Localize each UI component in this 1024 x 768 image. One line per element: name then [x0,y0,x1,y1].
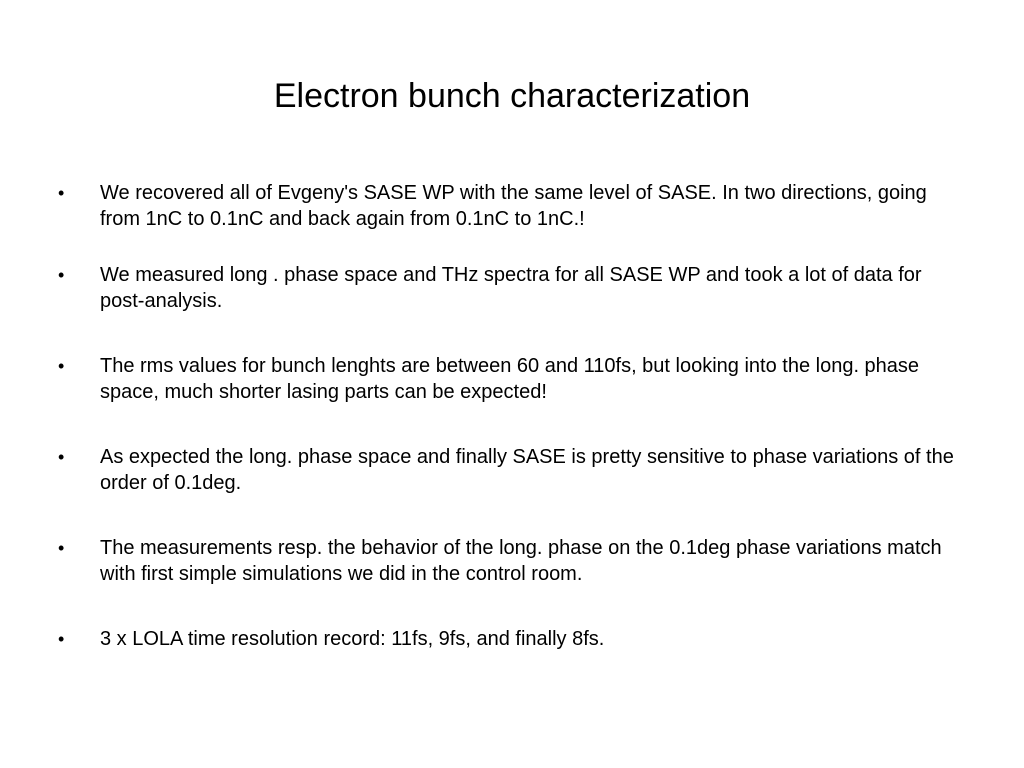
bullet-icon: • [58,629,65,649]
bullet-item [58,444,968,496]
bullet-icon: • [58,183,65,203]
bullet-item [58,180,968,232]
bullet-icon: • [58,265,65,285]
bullet-text: 3 x LOLA time resolution record: 11fs, 9fs, and finally 8fs. [100,628,605,650]
bullet-item [58,626,968,652]
bullet-list [58,180,968,691]
bullet-item [58,535,968,587]
bullet-item [58,353,968,405]
bullet-text: The measurements resp. the behavior of the long. phase on the 0.1deg phase variations match with first simple simulations we did in the control room. [100,537,942,585]
bullet-text: We measured long . phase space and THz spectra for all SASE WP and took a lot of data for post-analysis. [100,264,922,312]
bullet-text: As expected the long. phase space and finally SASE is pretty sensitive to phase variations of the order of 0.1deg. [100,446,954,494]
slide-title: Electron bunch characterization [273,77,751,115]
bullet-icon: • [58,538,65,558]
bullet-text: The rms values for bunch lenghts are between 60 and 110fs, but looking into the long. phase space, much shorter lasing parts can be expected! [100,355,920,403]
bullet-icon: • [58,356,65,376]
bullet-icon: • [58,447,65,467]
bullet-item [58,262,968,314]
bullet-text: We recovered all of Evgeny's SASE WP with the same level of SASE. In two directions, going from 1nC to 0.1nC and back again from 0.1nC to 1nC.! [100,182,927,230]
